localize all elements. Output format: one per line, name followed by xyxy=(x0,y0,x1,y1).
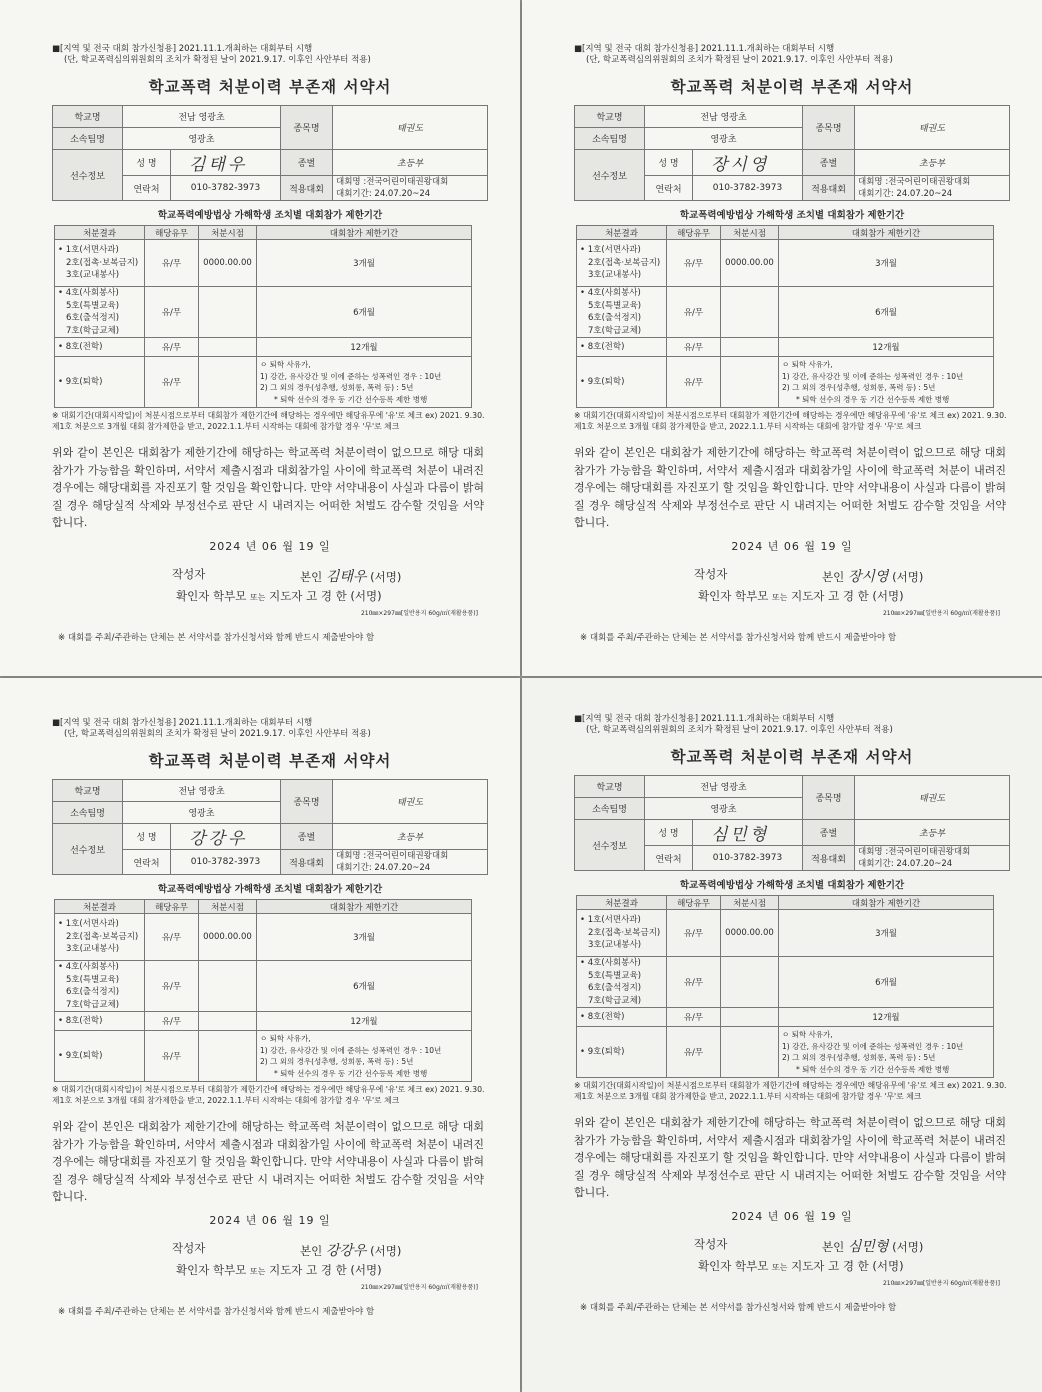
form-title: 학교폭력 처분이력 부존재 서약서 xyxy=(148,78,392,96)
limit-header: 해당유무 xyxy=(667,226,721,240)
coach-sign-label: (서명) xyxy=(350,1262,382,1277)
form-title: 학교폭력 처분이력 부존재 서약서 xyxy=(670,78,914,96)
confirm-coach: 지도자 고 경 한 xyxy=(269,588,347,603)
player-name-signature: 심민형 xyxy=(693,820,803,846)
team-value: 영광초 xyxy=(645,128,803,150)
measure-line: • 9호(퇴학) xyxy=(58,376,103,387)
division-label: 종별 xyxy=(803,150,855,176)
yn-cell: 유/무 xyxy=(145,287,199,338)
measure-line: 5호(특별교육) xyxy=(588,970,642,981)
writer-line xyxy=(574,1236,1010,1254)
writer-line xyxy=(574,566,1010,584)
self-label: 본인 xyxy=(822,1239,845,1254)
limit-note: ※ 대회기간(대회시작일)이 처분시점으로부터 대회참가 제한기간에 해당하는 경우에만 해당유무에 '유'로 체크 ex) 2021. 9.30. 제1호 처분으로 3개월 대회 참가제한을 받고, 2022.1.1.부터 시작하는 대회에 참가할 경우 '무'로 체크 xyxy=(52,1085,485,1105)
team-label: 소속팀명 xyxy=(53,802,123,824)
confirm-or: 또는 xyxy=(771,592,788,602)
measure-line: 2호(접촉·보복금지) xyxy=(588,257,661,268)
team-value: 영광초 xyxy=(123,128,281,150)
yn-cell: 유/무 xyxy=(145,961,199,1012)
limit-row xyxy=(577,338,994,357)
expulsion-line: 2) 그 외의 경우(성추행, 성희롱, 폭력 등) : 5년 xyxy=(782,383,936,392)
limit-row xyxy=(577,287,994,338)
limit-title: 학교폭력예방법상 가해학생 조치별 대회참가 제한기간 xyxy=(157,210,383,221)
sign-label: (서명) xyxy=(892,1239,924,1254)
measure-line: • 8호(전학) xyxy=(580,341,625,352)
meet-name: 대회명 :전국어린이태권왕대회 xyxy=(336,177,449,187)
confirm-or: 또는 xyxy=(771,1262,788,1272)
event-value: 태권도 xyxy=(855,106,1010,150)
event-label: 종목명 xyxy=(281,106,333,150)
measure-line: 5호(특별교육) xyxy=(588,300,642,311)
division-value: 초등부 xyxy=(333,150,488,176)
pledge-date: 2024 년 06 월 19 일 xyxy=(209,1213,331,1227)
school-value: 전남 영광초 xyxy=(645,106,803,128)
confirm-prefix: 확인자 학부모 xyxy=(176,1262,247,1277)
limit-header: 대회참가 제한기간 xyxy=(257,900,472,914)
confirm-prefix: 확인자 학부모 xyxy=(698,588,769,603)
form-title: 학교폭력 처분이력 부존재 서약서 xyxy=(148,752,392,770)
expulsion-line: ㅇ 퇴학 사유가, xyxy=(782,360,833,369)
limit-header: 대회참가 제한기간 xyxy=(257,226,472,240)
pledge-date: 2024 년 06 월 19 일 xyxy=(731,539,853,553)
measure-line: 6호(출석정지) xyxy=(66,313,120,323)
self-signature: 심민형 xyxy=(847,1238,889,1255)
event-label: 종목명 xyxy=(803,106,855,150)
time-cell xyxy=(721,1027,779,1078)
event-label: 종목명 xyxy=(281,780,333,824)
self-signature: 김태우 xyxy=(325,568,367,585)
measure-line: 7호(학급교체) xyxy=(66,325,120,336)
measure-line: • 1호(서면사과) xyxy=(580,245,641,256)
player-info-label: 선수정보 xyxy=(53,150,123,201)
limit-header: 해당유무 xyxy=(145,226,199,240)
yn-cell: 유/무 xyxy=(667,1008,721,1027)
yn-cell: 유/무 xyxy=(145,338,199,357)
time-cell xyxy=(199,1012,257,1031)
measure-line: • 9호(퇴학) xyxy=(580,376,625,387)
period-cell: 12개월 xyxy=(257,338,472,357)
measure-line: 2호(접촉·보복금지) xyxy=(66,931,139,942)
footer-note: ※ 대회를 주최/주관하는 단체는 본 서약서를 참가신청서와 함께 반드시 제출받아야 함 xyxy=(580,632,897,643)
confirm-prefix: 확인자 학부모 xyxy=(698,1258,769,1273)
team-label: 소속팀명 xyxy=(575,128,645,150)
limit-row xyxy=(55,1031,472,1082)
pledge-text: 위와 같이 본인은 대회참가 제한기간에 해당하는 학교폭력 처분이력이 없으므로 해당 대회 참가가 가능함을 확인하며, 서약서 제출시점과 대회참가일 사이에 학교폭력 처분이 내려진 경우에는 해당대회를 자진포기 할 것임을 확인합니다. 만약 서약내용이 사실과 다름이 밝혀질 경우 해당실적 삭제와 부정선수로 판단 시 내려지는 어떠한 처벌도 감수할 것임을 서약합니다. xyxy=(52,1120,484,1203)
contact-label: 연락처 xyxy=(123,850,171,875)
player-name-signature: 강강우 xyxy=(171,824,281,850)
yn-cell: 유/무 xyxy=(145,1031,199,1082)
limit-row xyxy=(55,1012,472,1031)
footer-note: ※ 대회를 주최/주관하는 단체는 본 서약서를 참가신청서와 함께 반드시 제출받아야 함 xyxy=(58,632,375,643)
writer-label: 작성자 xyxy=(172,1240,206,1255)
limit-row xyxy=(55,240,472,287)
period-cell: 3개월 xyxy=(779,240,994,287)
time-cell: 0000.00.00 xyxy=(199,914,257,961)
time-cell xyxy=(199,357,257,408)
expulsion-line: 2) 그 외의 경우(성추행, 성희롱, 폭력 등) : 5년 xyxy=(260,383,414,392)
division-label: 종별 xyxy=(803,820,855,846)
limit-header-row xyxy=(55,900,472,914)
pledge-text: 위와 같이 본인은 대회참가 제한기간에 해당하는 학교폭력 처분이력이 없으므로 해당 대회 참가가 가능함을 확인하며, 서약서 제출시점과 대회참가일 사이에 학교폭력 처분이 내려진 경우에는 해당대회를 자진포기 할 것임을 확인합니다. 만약 서약내용이 사실과 다름이 밝혀질 경우 해당실적 삭제와 부정선수로 판단 시 내려지는 어떠한 처벌도 감수할 것임을 서약합니다. xyxy=(574,1116,1006,1199)
writer-label: 작성자 xyxy=(694,1236,728,1251)
measure-line: 3호(교내봉사) xyxy=(66,944,120,955)
paper-spec: 210㎜×297㎜[일반용지 60g/㎡(재활용품)] xyxy=(882,609,1000,617)
limit-header: 처분시점 xyxy=(199,226,257,240)
yn-cell: 유/무 xyxy=(667,287,721,338)
expulsion-line: * 퇴학 선수의 경우 동 기간 선수등록 제한 병행 xyxy=(274,1068,428,1078)
sign-label: (서명) xyxy=(370,569,402,584)
paper-spec: 210㎜×297㎜[일반용지 60g/㎡(재활용품)] xyxy=(360,1283,478,1291)
limit-header: 처분결과 xyxy=(55,900,145,914)
period-cell: 6개월 xyxy=(257,287,472,338)
limit-table xyxy=(576,225,994,408)
period-cell: 6개월 xyxy=(779,287,994,338)
yn-cell: 유/무 xyxy=(667,240,721,287)
expulsion-line: 1) 강간, 유사강간 및 이에 준하는 성폭력인 경우 : 10년 xyxy=(782,371,964,381)
player-info-table xyxy=(52,779,488,875)
measure-line: • 8호(전학) xyxy=(580,1011,625,1022)
limit-table xyxy=(54,225,472,408)
division-label: 종별 xyxy=(281,824,333,850)
pledge-sheet xyxy=(522,678,1042,1392)
applied-meet-label: 적용대회 xyxy=(281,176,333,201)
self-label: 본인 xyxy=(822,569,845,584)
player-info-label: 선수정보 xyxy=(575,150,645,201)
measure-line: • 1호(서면사과) xyxy=(580,915,641,926)
form-header-line1: ■[지역 및 전국 대회 참가신청용] 2021.11.1.개최하는 대회부터 시행 xyxy=(574,44,835,54)
coach-sign-label: (서명) xyxy=(872,1258,904,1273)
contact-value: 010-3782-3973 xyxy=(693,176,803,201)
time-cell xyxy=(199,338,257,357)
self-signature-line xyxy=(300,1240,401,1260)
contact-label: 연락처 xyxy=(645,176,693,201)
applied-meet-label: 적용대회 xyxy=(803,176,855,201)
school-value: 전남 영광초 xyxy=(123,106,281,128)
contact-label: 연락처 xyxy=(645,846,693,871)
limit-note: ※ 대회기간(대회시작일)이 처분시점으로부터 대회참가 제한기간에 해당하는 경우에만 해당유무에 '유'로 체크 ex) 2021. 9.30. 제1호 처분으로 3개월 대회 참가제한을 받고, 2022.1.1.부터 시작하는 대회에 참가할 경우 '무'로 체크 xyxy=(574,1081,1007,1101)
limit-row xyxy=(577,357,994,408)
pledge-sheet xyxy=(0,0,520,676)
expulsion-line: 2) 그 외의 경우(성추행, 성희롱, 폭력 등) : 5년 xyxy=(260,1057,414,1066)
writer-label: 작성자 xyxy=(172,566,206,581)
yn-cell: 유/무 xyxy=(667,910,721,957)
meet-period: 대회기간: 24.07.20~24 xyxy=(858,189,953,199)
limit-title: 학교폭력예방법상 가해학생 조치별 대회참가 제한기간 xyxy=(679,880,905,891)
self-signature-line xyxy=(822,566,923,586)
name-label: 성 명 xyxy=(645,820,693,846)
period-cell: 6개월 xyxy=(779,957,994,1008)
time-cell xyxy=(721,338,779,357)
limit-row xyxy=(577,1027,994,1078)
time-cell xyxy=(721,357,779,408)
paper-spec: 210㎜×297㎜[일반용지 60g/㎡(재활용품)] xyxy=(360,609,478,617)
expulsion-line: * 퇴학 선수의 경우 동 기간 선수등록 제한 병행 xyxy=(796,394,950,404)
yn-cell: 유/무 xyxy=(667,957,721,1008)
yn-cell: 유/무 xyxy=(667,338,721,357)
division-label: 종별 xyxy=(281,150,333,176)
form-header-line2: (단, 학교폭력심의위원회의 조치가 확정된 날이 2021.9.17. 이후인 사안부터 적용) xyxy=(586,55,893,65)
footer-note: ※ 대회를 주최/주관하는 단체는 본 서약서를 참가신청서와 함께 반드시 제출받아야 함 xyxy=(58,1306,375,1317)
expulsion-line: ㅇ 퇴학 사유가, xyxy=(260,360,311,369)
applied-meet-label: 적용대회 xyxy=(803,846,855,871)
yn-cell: 유/무 xyxy=(145,357,199,408)
measure-line: 3호(교내봉사) xyxy=(588,270,642,281)
player-name-signature: 김태우 xyxy=(171,150,281,176)
confirm-coach: 지도자 고 경 한 xyxy=(791,1258,869,1273)
limit-row xyxy=(577,957,994,1008)
player-info-label: 선수정보 xyxy=(53,824,123,875)
school-label: 학교명 xyxy=(53,780,123,802)
writer-label: 작성자 xyxy=(694,566,728,581)
period-cell: 3개월 xyxy=(257,240,472,287)
confirm-line xyxy=(574,588,1010,606)
meet-name: 대회명 :전국어린이태권왕대회 xyxy=(858,177,971,187)
applied-meet-label: 적용대회 xyxy=(281,850,333,875)
contact-value: 010-3782-3973 xyxy=(693,846,803,871)
yn-cell: 유/무 xyxy=(145,1012,199,1031)
limit-row xyxy=(55,961,472,1012)
form-header-line2: (단, 학교폭력심의위원회의 조치가 확정된 날이 2021.9.17. 이후인 사안부터 적용) xyxy=(64,729,371,739)
school-value: 전남 영광초 xyxy=(123,780,281,802)
limit-header-row xyxy=(577,896,994,910)
pledge-text: 위와 같이 본인은 대회참가 제한기간에 해당하는 학교폭력 처분이력이 없으므로 해당 대회 참가가 가능함을 확인하며, 서약서 제출시점과 대회참가일 사이에 학교폭력 처분이 내려진 경우에는 해당대회를 자진포기 할 것임을 확인합니다. 만약 서약내용이 사실과 다름이 밝혀질 경우 해당실적 삭제와 부정선수로 판단 시 내려지는 어떠한 처벌도 감수할 것임을 서약합니다. xyxy=(574,446,1006,529)
expulsion-line: 1) 강간, 유사강간 및 이에 준하는 성폭력인 경우 : 10년 xyxy=(260,371,442,381)
measure-line: 7호(학급교체) xyxy=(588,995,642,1006)
self-label: 본인 xyxy=(300,569,323,584)
limit-row xyxy=(577,910,994,957)
expulsion-line: * 퇴학 선수의 경우 동 기간 선수등록 제한 병행 xyxy=(274,394,428,404)
meet-info xyxy=(855,846,1010,871)
measure-line: • 4호(사회봉사) xyxy=(58,962,119,972)
expulsion-line: 2) 그 외의 경우(성추행, 성희롱, 폭력 등) : 5년 xyxy=(782,1053,936,1062)
measure-line: 5호(특별교육) xyxy=(66,974,120,985)
team-label: 소속팀명 xyxy=(53,128,123,150)
limit-header: 대회참가 제한기간 xyxy=(779,896,994,910)
contact-label: 연락처 xyxy=(123,176,171,201)
expulsion-line: 1) 강간, 유사강간 및 이에 준하는 성폭력인 경우 : 10년 xyxy=(782,1041,964,1051)
sign-label: (서명) xyxy=(892,569,924,584)
expulsion-line: ㅇ 퇴학 사유가, xyxy=(782,1030,833,1039)
school-value: 전남 영광초 xyxy=(645,776,803,798)
limit-table xyxy=(576,895,994,1078)
period-cell: 12개월 xyxy=(257,1012,472,1031)
measure-line: • 1호(서면사과) xyxy=(58,919,119,930)
confirm-line xyxy=(52,588,488,606)
yn-cell: 유/무 xyxy=(145,240,199,287)
limit-header: 해당유무 xyxy=(145,900,199,914)
measure-line: 7호(학급교체) xyxy=(588,325,642,336)
meet-info xyxy=(855,176,1010,201)
form-header-line2: (단, 학교폭력심의위원회의 조치가 확정된 날이 2021.9.17. 이후인 사안부터 적용) xyxy=(586,725,893,735)
pledge-date: 2024 년 06 월 19 일 xyxy=(209,539,331,553)
limit-header: 처분결과 xyxy=(577,226,667,240)
player-info-table xyxy=(574,775,1010,871)
event-value: 태권도 xyxy=(333,106,488,150)
limit-header: 처분시점 xyxy=(199,900,257,914)
sign-label: (서명) xyxy=(370,1243,402,1258)
event-value: 태권도 xyxy=(333,780,488,824)
pledge-sheet xyxy=(0,678,520,1392)
team-label: 소속팀명 xyxy=(575,798,645,820)
footer-note: ※ 대회를 주최/주관하는 단체는 본 서약서를 참가신청서와 함께 반드시 제출받아야 함 xyxy=(580,1302,897,1313)
limit-header-row xyxy=(577,226,994,240)
player-info-label: 선수정보 xyxy=(575,820,645,871)
period-cell: 3개월 xyxy=(779,910,994,957)
team-value: 영광초 xyxy=(645,798,803,820)
form-header-line1: ■[지역 및 전국 대회 참가신청용] 2021.11.1.개최하는 대회부터 시행 xyxy=(52,44,313,54)
meet-period: 대회기간: 24.07.20~24 xyxy=(336,863,431,873)
player-info-table xyxy=(574,105,1010,201)
confirm-or: 또는 xyxy=(249,592,266,602)
coach-sign-label: (서명) xyxy=(350,588,382,603)
limit-title: 학교폭력예방법상 가해학생 조치별 대회참가 제한기간 xyxy=(679,210,905,221)
writer-line xyxy=(52,566,488,584)
form-header-line1: ■[지역 및 전국 대회 참가신청용] 2021.11.1.개최하는 대회부터 시행 xyxy=(52,718,313,728)
limit-header: 처분결과 xyxy=(577,896,667,910)
expulsion-line: 1) 강간, 유사강간 및 이에 준하는 성폭력인 경우 : 10년 xyxy=(260,1045,442,1055)
school-label: 학교명 xyxy=(575,106,645,128)
form-header-line1: ■[지역 및 전국 대회 참가신청용] 2021.11.1.개최하는 대회부터 시행 xyxy=(574,714,835,724)
limit-row xyxy=(55,287,472,338)
measure-line: • 9호(퇴학) xyxy=(580,1046,625,1057)
player-info-table xyxy=(52,105,488,201)
name-label: 성 명 xyxy=(123,150,171,176)
measure-line: • 4호(사회봉사) xyxy=(58,288,119,298)
measure-line: • 8호(전학) xyxy=(58,1015,103,1026)
team-value: 영광초 xyxy=(123,802,281,824)
school-label: 학교명 xyxy=(53,106,123,128)
form-title: 학교폭력 처분이력 부존재 서약서 xyxy=(670,748,914,766)
limit-table xyxy=(54,899,472,1082)
self-signature: 장시영 xyxy=(847,568,889,585)
writer-line xyxy=(52,1240,488,1258)
meet-name: 대회명 :전국어린이태권왕대회 xyxy=(336,851,449,861)
period-cell: 12개월 xyxy=(779,1008,994,1027)
time-cell xyxy=(199,1031,257,1082)
measure-line: • 4호(사회봉사) xyxy=(580,958,641,968)
limit-title: 학교폭력예방법상 가해학생 조치별 대회참가 제한기간 xyxy=(157,884,383,895)
meet-name: 대회명 :전국어린이태권왕대회 xyxy=(858,847,971,857)
time-cell xyxy=(721,287,779,338)
confirm-coach: 지도자 고 경 한 xyxy=(791,588,869,603)
pledge-date: 2024 년 06 월 19 일 xyxy=(731,1209,853,1223)
time-cell xyxy=(199,287,257,338)
contact-value: 010-3782-3973 xyxy=(171,850,281,875)
limit-header-row xyxy=(55,226,472,240)
confirm-or: 또는 xyxy=(249,1266,266,1276)
confirm-line xyxy=(52,1262,488,1280)
name-label: 성 명 xyxy=(645,150,693,176)
measure-line: 5호(특별교육) xyxy=(66,300,120,311)
time-cell: 0000.00.00 xyxy=(199,240,257,287)
player-name-signature: 장시영 xyxy=(693,150,803,176)
measure-line: • 1호(서면사과) xyxy=(58,245,119,256)
measure-line: 6호(출석정지) xyxy=(588,313,642,323)
limit-header: 처분결과 xyxy=(55,226,145,240)
meet-info xyxy=(333,176,488,201)
measure-line: 2호(접촉·보복금지) xyxy=(66,257,139,268)
measure-line: 6호(출석정지) xyxy=(66,987,120,997)
measure-line: • 8호(전학) xyxy=(58,341,103,352)
confirm-prefix: 확인자 학부모 xyxy=(176,588,247,603)
self-label: 본인 xyxy=(300,1243,323,1258)
measure-line: 2호(접촉·보복금지) xyxy=(588,927,661,938)
pledge-sheet xyxy=(522,0,1042,676)
confirm-line xyxy=(574,1258,1010,1276)
limit-row xyxy=(55,338,472,357)
limit-note: ※ 대회기간(대회시작일)이 처분시점으로부터 대회참가 제한기간에 해당하는 경우에만 해당유무에 '유'로 체크 ex) 2021. 9.30. 제1호 처분으로 3개월 대회 참가제한을 받고, 2022.1.1.부터 시작하는 대회에 참가할 경우 '무'로 체크 xyxy=(574,411,1007,431)
meet-info xyxy=(333,850,488,875)
time-cell: 0000.00.00 xyxy=(721,910,779,957)
limit-row xyxy=(577,1008,994,1027)
limit-row xyxy=(577,240,994,287)
name-label: 성 명 xyxy=(123,824,171,850)
self-signature-line xyxy=(822,1236,923,1256)
time-cell xyxy=(721,1008,779,1027)
limit-header: 해당유무 xyxy=(667,896,721,910)
pledge-text: 위와 같이 본인은 대회참가 제한기간에 해당하는 학교폭력 처분이력이 없으므로 해당 대회 참가가 가능함을 확인하며, 서약서 제출시점과 대회참가일 사이에 학교폭력 처분이 내려진 경우에는 해당대회를 자진포기 할 것임을 확인합니다. 만약 서약내용이 사실과 다름이 밝혀질 경우 해당실적 삭제와 부정선수로 판단 시 내려지는 어떠한 처벌도 감수할 것임을 서약합니다. xyxy=(52,446,484,529)
yn-cell: 유/무 xyxy=(667,357,721,408)
time-cell: 0000.00.00 xyxy=(721,240,779,287)
meet-period: 대회기간: 24.07.20~24 xyxy=(858,859,953,869)
limit-row xyxy=(55,357,472,408)
period-cell: 6개월 xyxy=(257,961,472,1012)
division-value: 초등부 xyxy=(855,820,1010,846)
measure-line: 7호(학급교체) xyxy=(66,999,120,1010)
event-label: 종목명 xyxy=(803,776,855,820)
period-cell: 3개월 xyxy=(257,914,472,961)
division-value: 초등부 xyxy=(333,824,488,850)
division-value: 초등부 xyxy=(855,150,1010,176)
contact-value: 010-3782-3973 xyxy=(171,176,281,201)
form-header-line2: (단, 학교폭력심의위원회의 조치가 확정된 날이 2021.9.17. 이후인 사안부터 적용) xyxy=(64,55,371,65)
yn-cell: 유/무 xyxy=(667,1027,721,1078)
measure-line: • 9호(퇴학) xyxy=(58,1050,103,1061)
expulsion-line: * 퇴학 선수의 경우 동 기간 선수등록 제한 병행 xyxy=(796,1064,950,1074)
limit-header: 처분시점 xyxy=(721,896,779,910)
time-cell xyxy=(721,957,779,1008)
expulsion-line: ㅇ 퇴학 사유가, xyxy=(260,1034,311,1043)
paper-spec: 210㎜×297㎜[일반용지 60g/㎡(재활용품)] xyxy=(882,1279,1000,1287)
limit-note: ※ 대회기간(대회시작일)이 처분시점으로부터 대회참가 제한기간에 해당하는 경우에만 해당유무에 '유'로 체크 ex) 2021. 9.30. 제1호 처분으로 3개월 대회 참가제한을 받고, 2022.1.1.부터 시작하는 대회에 참가할 경우 '무'로 체크 xyxy=(52,411,485,431)
event-value: 태권도 xyxy=(855,776,1010,820)
measure-line: 3호(교내봉사) xyxy=(588,940,642,951)
yn-cell: 유/무 xyxy=(145,914,199,961)
period-cell: 12개월 xyxy=(779,338,994,357)
coach-sign-label: (서명) xyxy=(872,588,904,603)
school-label: 학교명 xyxy=(575,776,645,798)
confirm-coach: 지도자 고 경 한 xyxy=(269,1262,347,1277)
measure-line: 3호(교내봉사) xyxy=(66,270,120,281)
limit-row xyxy=(55,914,472,961)
meet-period: 대회기간: 24.07.20~24 xyxy=(336,189,431,199)
time-cell xyxy=(199,961,257,1012)
self-signature: 강강우 xyxy=(325,1242,367,1259)
self-signature-line xyxy=(300,566,401,586)
limit-header: 처분시점 xyxy=(721,226,779,240)
measure-line: • 4호(사회봉사) xyxy=(580,288,641,298)
measure-line: 6호(출석정지) xyxy=(588,983,642,993)
limit-header: 대회참가 제한기간 xyxy=(779,226,994,240)
